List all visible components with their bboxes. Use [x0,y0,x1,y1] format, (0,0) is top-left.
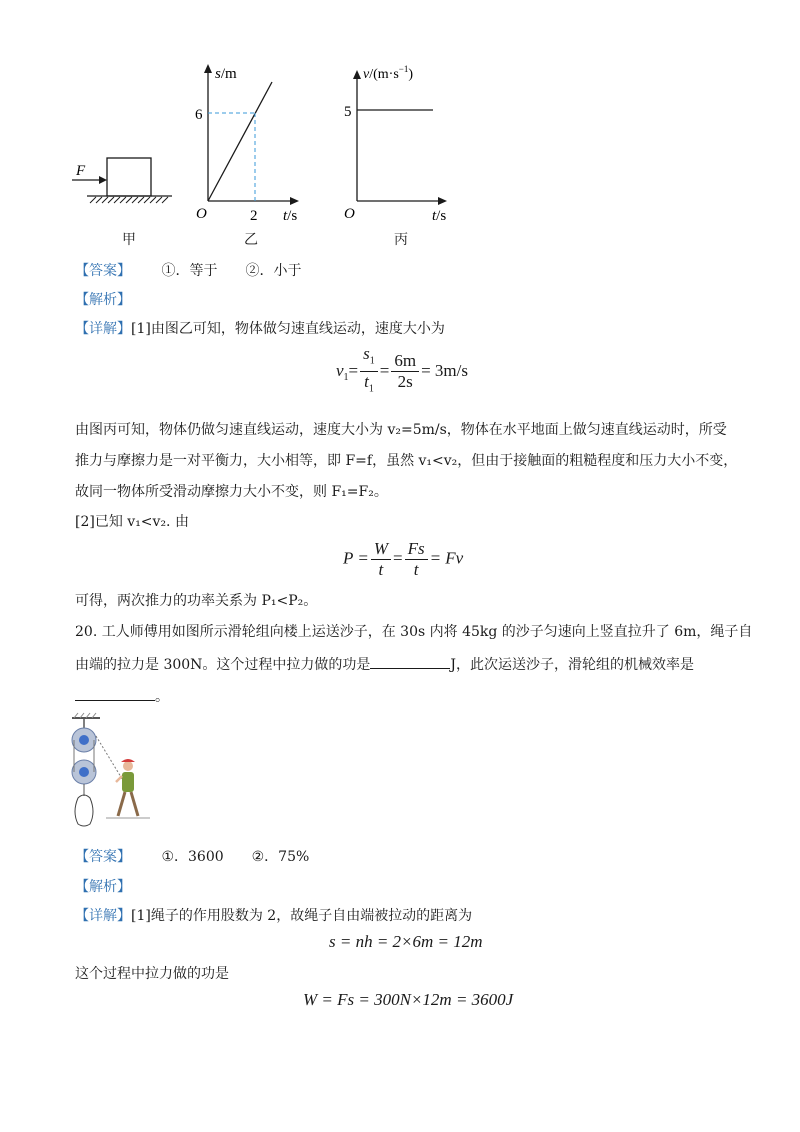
eq1-den2: 2s [397,372,413,392]
worker-arm [116,776,122,782]
eq2-num1: W [371,539,391,560]
eq2-rhs: = Fv [429,548,464,568]
fixed-pulley-hub [79,735,89,745]
eq2-num2: Fs [405,539,428,560]
eq1-den1: t [364,372,369,392]
force-label: F [76,163,86,179]
yi-y-axis-arrow [204,64,212,73]
q19-detail-line [75,319,445,339]
q19-answer-text: ①．等于 ②．小于 [161,263,302,279]
yi-data-line [208,82,272,201]
q20-work-line: 这个过程中拉力做的功是 [75,966,229,982]
figure-jia [72,158,172,203]
q19-para2-line2: 推力与摩擦力是一对平衡力，大小相等，即 F=f，虽然 v₁<v₂，但由于接触面的粗糙程度和压力大小不变， [75,453,738,469]
sand-bag-icon [75,795,93,826]
worker-head [123,761,133,771]
eq1-num2: 6m [391,351,419,372]
bing-tick-5: 5 [344,104,352,120]
q20-stem-line1: 20. 工人师傅用如图所示滑轮组向楼上运送沙子，在 30s 内将 45kg 的沙子匀速向上竖直拉升了 6m，绳子自 [75,624,753,640]
q19-equation-velocity: $v_1=$ $\frac{s_1}{t_1}$ = $\frac{6m}{2s}$ = 3m/s [336,344,468,400]
yi-y-label: s/m [215,66,237,82]
q20-detail-tag: 【详解】 [75,908,131,924]
eq1-frac-symbol [360,344,378,400]
eq2-den2: t [413,560,419,579]
figure-motion-graphs [0,0,800,250]
q20-stem-line3 [75,686,169,707]
q20-analysis-tag: 【解析】 [75,879,131,895]
q20-equation-work: W = Fs = 300N×12m = 3600J [303,990,514,1009]
bing-y-axis-arrow [353,70,361,79]
q20-answer-text: ①．3600 ②．75% [161,849,310,865]
worker-leg-right [131,792,138,816]
pulley-worker-illustration [66,712,156,832]
eq2-den1: t [378,560,384,579]
worker-leg-left [118,792,125,816]
eq1-result: = 3m/s [421,360,468,380]
yi-y-label-unit: /m [220,66,237,82]
q20-detail-line [75,906,472,926]
q19-analysis-tag: 【解析】 [75,292,131,308]
yi-tick-6: 6 [195,107,203,123]
label-jia: 甲 [122,232,136,248]
q20-equation-distance: s = nh = 2×6m = 12m [329,932,483,951]
q20-detail-text: [1]绳子的作用股数为 2，故绳子自由端被拉动的距离为 [131,908,473,924]
q19-para2-line3: 故同一物体所受滑动摩擦力大小不变，则 F₁=F₂。 [75,484,388,500]
q20-stem-line2-a: 由端的拉力是 300N。这个过程中拉力做的功是 [75,657,371,673]
q20-stem-line2-b: J，此次运送沙子，滑轮组的机械效率是 [450,657,695,673]
q20-answer-tag: 【答案】 [75,849,131,865]
q19-conclusion: 可得，两次推力的功率关系为 P₁<P₂。 [75,593,318,609]
eq2-lhs: P = [343,548,369,568]
worker-body [122,772,134,792]
label-bing: 丙 [394,232,408,248]
yi-x-axis-arrow [290,197,299,205]
eq1-num1: s [363,344,370,363]
yi-origin: O [196,206,207,222]
q19-line2-text: [2]已知 v₁<v₂. 由 [75,514,189,530]
q19-detail-tag: 【详解】 [75,321,131,337]
q19-answer-tag: 【答案】 [75,263,131,279]
yi-x-label: t/s [283,208,298,224]
eq1-lhs: v [336,360,344,380]
q20-answer-line [75,847,309,867]
worker-cap [121,759,135,762]
eq2-frac-1 [371,539,391,580]
q20-blank-1 [370,654,450,669]
eq1-lhs-sub: 1 [343,372,349,384]
force-arrow-head [99,176,107,184]
q20-stem-line3-end: 。 [155,689,169,705]
q19-equation-power: P = $\frac{W}{t}$ = $\frac{Fs}{t}$ = Fv [343,539,464,579]
eq1-frac-value [391,351,419,392]
q19-answer-line [75,261,301,281]
q19-detail-text: [1]由图乙可知，物体做匀速直线运动，速度大小为 [131,321,445,337]
bing-origin: O [344,206,355,222]
eq2-frac-2 [405,539,428,580]
bing-x-label: t/s [432,208,447,224]
bing-x-axis-arrow [438,197,447,205]
ground-hatch [90,197,168,203]
label-yi: 乙 [244,232,258,248]
eq1-den1-sub: 1 [368,383,374,395]
rope-free-end [96,736,124,782]
block-shape [107,158,151,196]
movable-pulley-hub [79,767,89,777]
figure-bing [344,64,447,224]
figure-yi [195,64,299,224]
q19-para2-line1: 由图丙可知，物体仍做匀速直线运动，速度大小为 v₂=5m/s，物体在水平地面上做匀速直线运动时，所受 [75,422,727,438]
q20-blank-2 [75,686,155,701]
bing-y-label: $v/(m\cdot s^{-1})$ [363,64,414,82]
yi-tick-2: 2 [250,208,258,224]
q20-stem-line2 [75,654,694,675]
eq1-num1-sub: 1 [369,355,375,367]
